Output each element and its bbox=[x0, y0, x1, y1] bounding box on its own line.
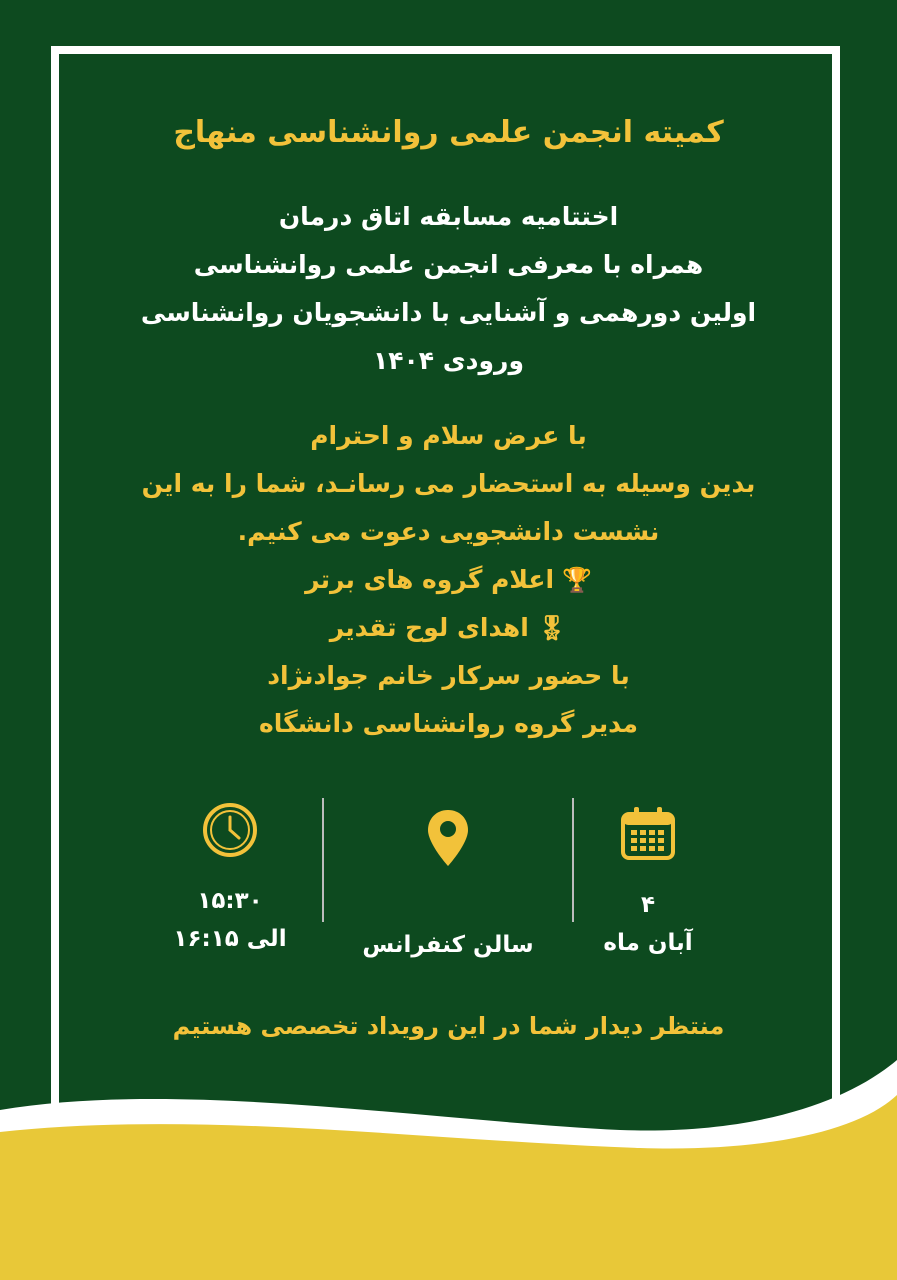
headline-line-1: اختتامیه مسابقه اتاق درمان bbox=[278, 202, 619, 231]
location-pin-icon bbox=[426, 808, 470, 868]
invitation-line-4: مدیر گروه روانشناسی دانشگاه bbox=[258, 709, 639, 738]
invitation-line-3: با حضور سرکار خانم جوادنژاد bbox=[267, 661, 630, 690]
trophy-icon: 🏆 bbox=[562, 566, 592, 594]
event-day: ۴ bbox=[640, 892, 656, 918]
headline-line-4: ورودی ۱۴۰۴ bbox=[373, 346, 524, 375]
headline-line-3: اولین دورهمی و آشنایی با دانشجویان روانشناسی bbox=[140, 298, 757, 327]
closing-message: منتظر دیدار شما در این رویداد تخصصی هستیم bbox=[172, 1012, 725, 1040]
date-info bbox=[548, 800, 748, 962]
venue-name: سالن کنفرانس bbox=[362, 932, 534, 958]
divider-left bbox=[322, 798, 324, 922]
calendar-icon bbox=[618, 804, 678, 864]
start-time: ۱۵:۳۰ bbox=[197, 888, 263, 914]
invitation-text bbox=[100, 412, 797, 748]
headline-line-2: همراه با معرفی انجمن علمی روانشناسی bbox=[193, 250, 704, 279]
medal-icon: 🎖 bbox=[536, 614, 568, 642]
invitation-line-2: نشست دانشجویی دعوت می کنیم. bbox=[237, 517, 660, 546]
committee-title: کمیته انجمن علمی روانشناسی منهاج bbox=[173, 115, 724, 150]
end-time: الی ۱۶:۱۵ bbox=[173, 926, 287, 952]
greeting: با عرض سلام و احترام bbox=[310, 421, 587, 450]
decorative-waves bbox=[0, 1040, 897, 1280]
time-info bbox=[130, 800, 330, 958]
event-month: آبان ماه bbox=[603, 930, 693, 956]
event-headline bbox=[100, 193, 797, 385]
invitation-line-1: بدین وسیله به استحضار می رسانـد، شما را به این bbox=[141, 469, 756, 498]
clock-icon bbox=[200, 800, 260, 860]
agenda-item-awards: 🏆اعلام گروه های برتر bbox=[305, 565, 592, 594]
agenda-item-certificate: 🎖اهدای لوح تقدیر bbox=[329, 613, 568, 642]
location-info bbox=[348, 800, 548, 964]
